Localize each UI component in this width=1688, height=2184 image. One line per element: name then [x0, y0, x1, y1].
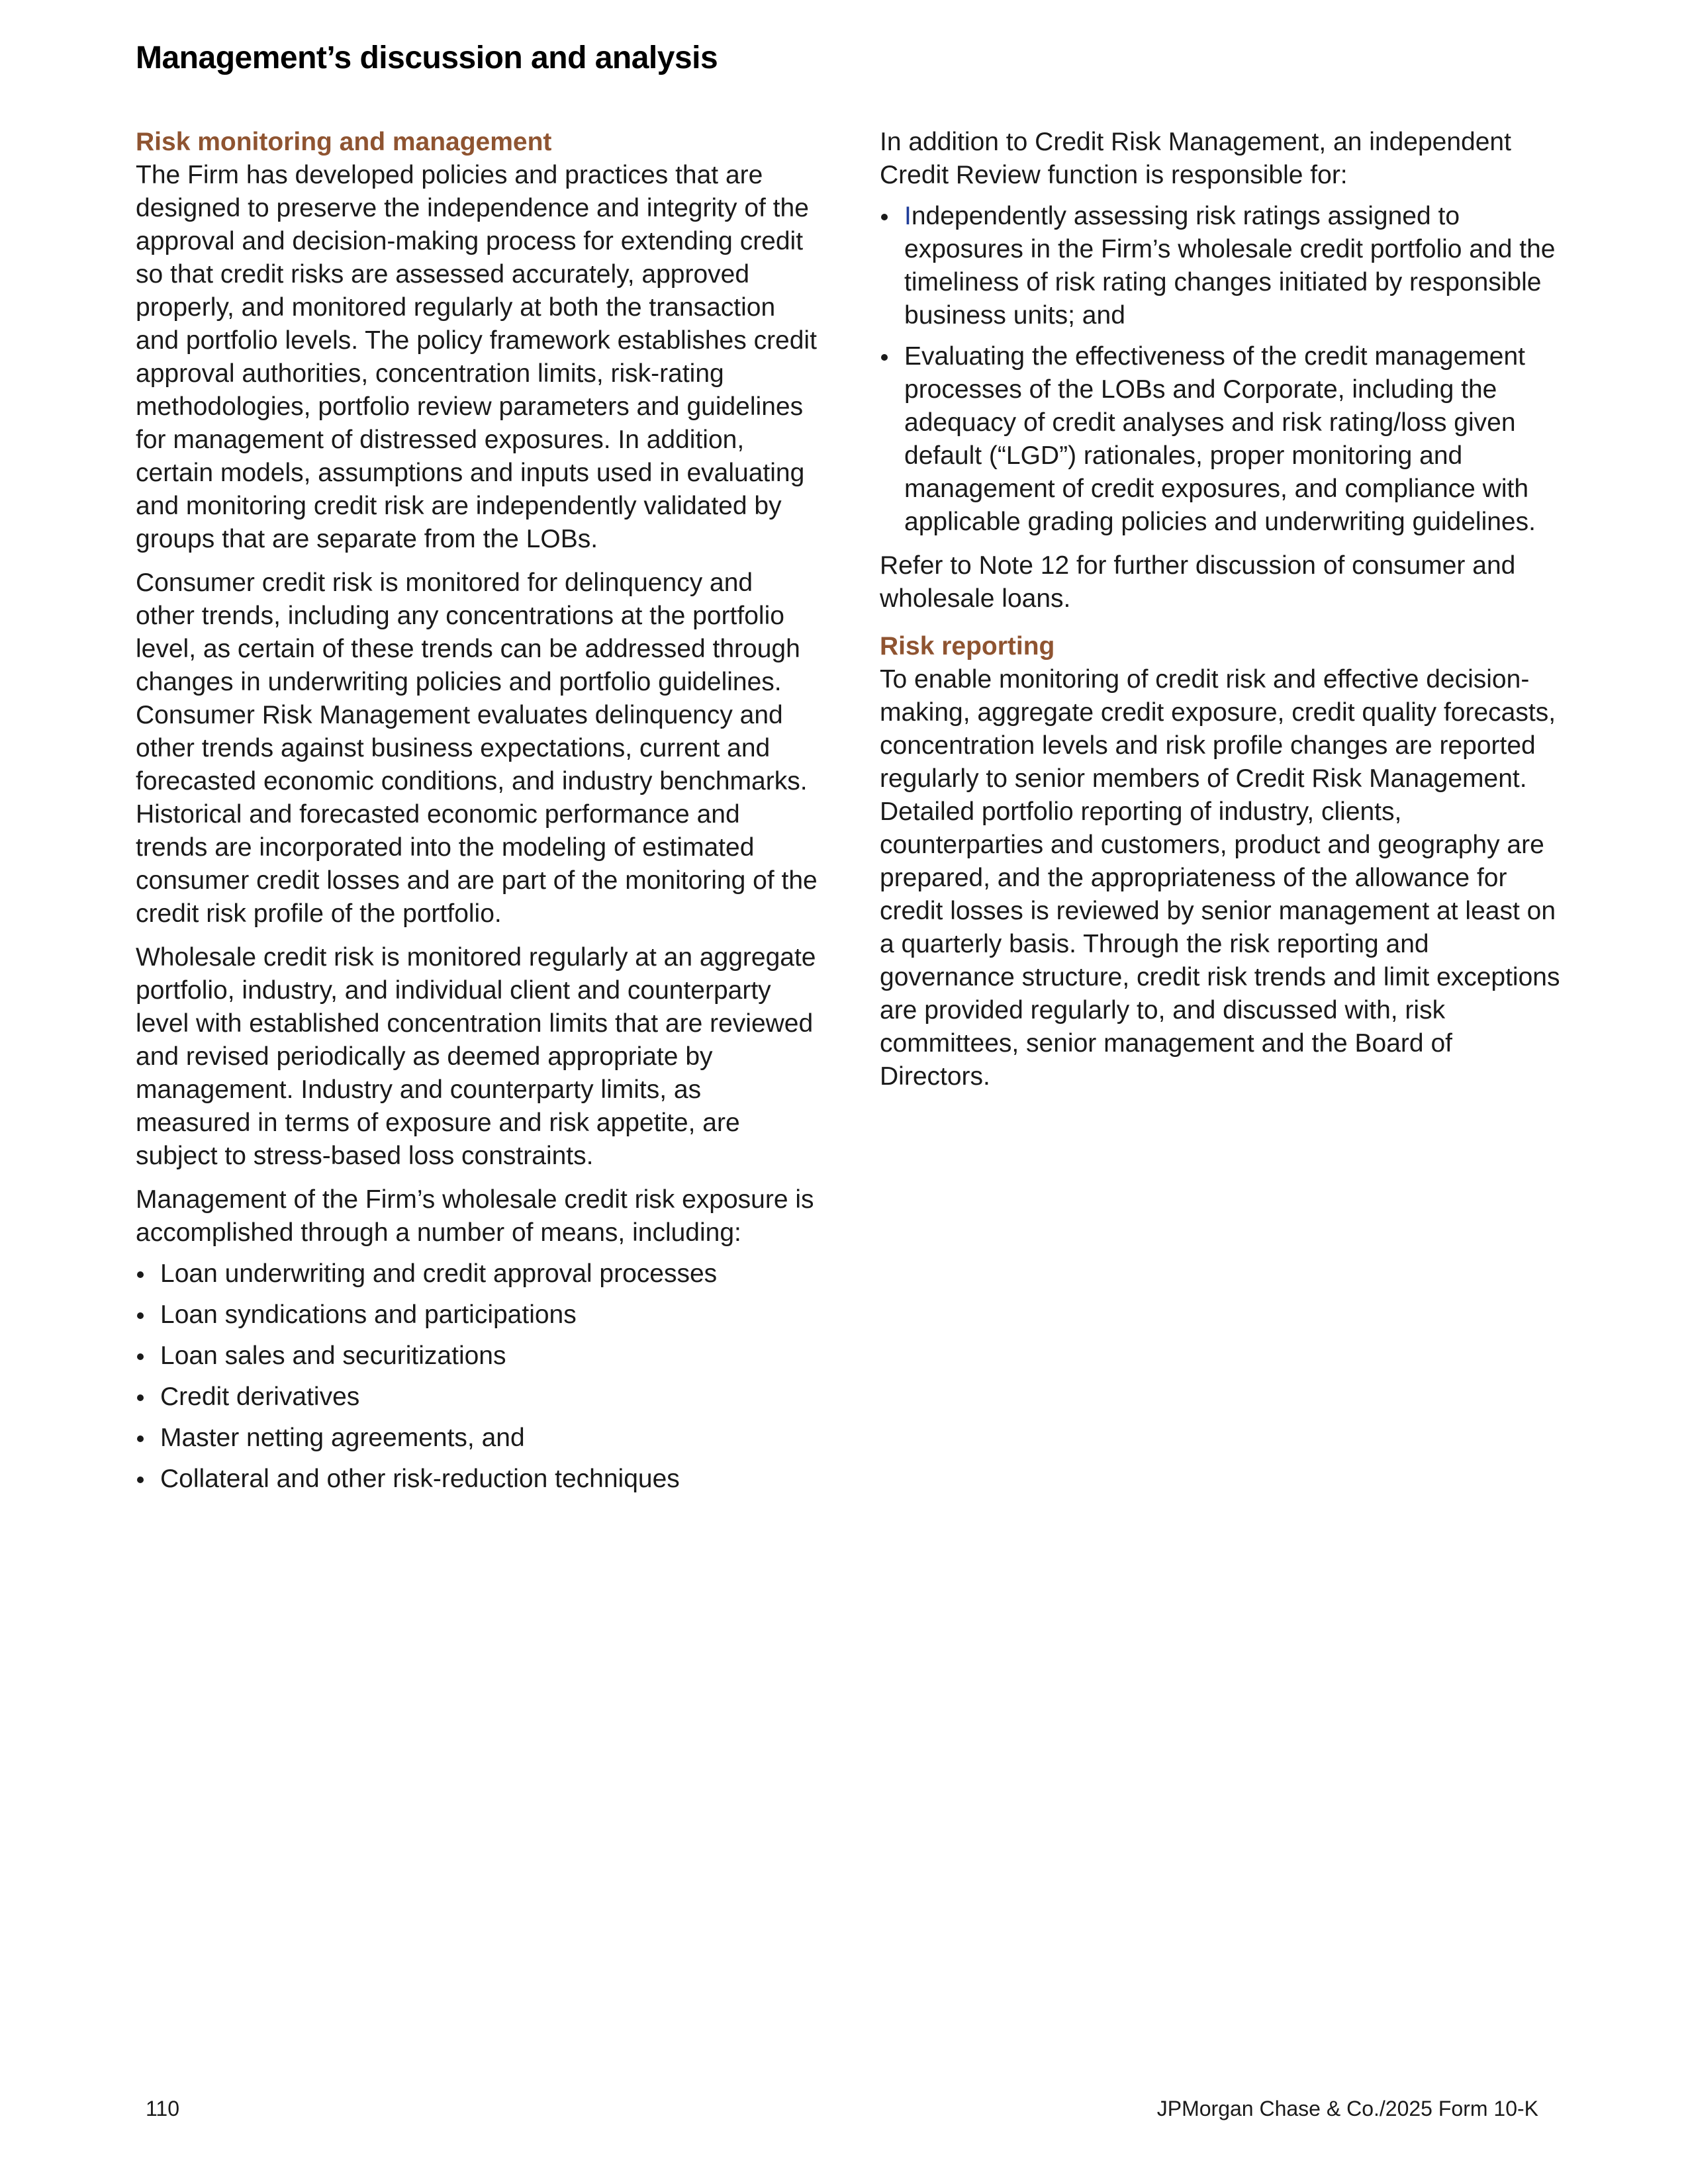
list-item: Collateral and other risk-reduction techniques	[136, 1463, 818, 1496]
list-item	[880, 200, 1562, 332]
section-title-risk-monitoring: Risk monitoring and management	[136, 128, 552, 156]
paragraph-consumer-credit-risk: Consumer credit risk is monitored for delinquency and other trends, including any concentrations at the portfolio level, as certain of these trends can be addressed through changes in underwriting policies and portfolio guidelines. Consumer Risk Management evaluates delinquency and other trends against business expectations, current and forecasted economic conditions, and industry benchmarks. Historical and forecasted economic performance and trends are incorporated into the modeling of estimated consumer credit losses and are part of the monitoring of the credit risk profile of the portfolio.	[136, 569, 818, 928]
paragraph-risk-reporting: To enable monitoring of credit risk and effective decision-making, aggregate credit exposure, credit quality forecasts, concentration levels and risk profile changes are reported regularly to senior members of Credit Risk Management. Detailed portfolio reporting of industry, clients, counterparties and customers, product and geography are prepared, and the appropriateness of the allowance for credit losses is reviewed by senior management at least on a quarterly basis. Through the risk reporting and governance structure, credit risk trends and limit exceptions are provided regularly to, and discussed with, risk committees, senior management and the Board of Directors.	[880, 665, 1560, 1091]
paragraph-credit-review-intro: In addition to Credit Risk Management, an independent Credit Review function is responsible for:	[880, 128, 1511, 189]
list-item: Credit derivatives	[136, 1381, 818, 1414]
paragraph-wholesale-credit-risk: Wholesale credit risk is monitored regularly at an aggregate portfolio, industry, and individual client and counterparty level with established concentration limits that are reviewed and revised periodically as deemed appropriate by management. Industry and counterparty limits, as measured in terms of exposure and risk appetite, are subject to stress-based loss constraints.	[136, 943, 816, 1170]
list-item: Loan sales and securitizations	[136, 1340, 818, 1373]
list-item: Loan syndications and participations	[136, 1298, 818, 1332]
first-letter: I	[904, 202, 912, 230]
list-item: Evaluating the effectiveness of the credit management processes of the LOBs and Corporate, including the adequacy of credit analyses and risk rating/loss given default (“LGD”) rationales, proper monitoring and management of credit exposures, and compliance with applicable grading policies and underwriting guidelines.	[880, 340, 1562, 539]
paragraph-policies: The Firm has developed policies and practices that are designed to preserve the independence and integrity of the approval and decision-making process for extending credit so that credit risks are assessed accurately, approved properly, and monitored regularly at both the transaction and portfolio levels. The policy framework establishes credit approval authorities, concentration limits, risk-rating methodologies, portfolio review parameters and guidelines for management of distressed exposures. In addition, certain models, assumptions and inputs used in evaluating and monitoring credit risk are independently validated by groups that are separate from the LOBs.	[136, 161, 817, 553]
list-item: Master netting agreements, and	[136, 1422, 818, 1455]
left-column	[136, 126, 818, 1506]
footer-source: JPMorgan Chase & Co./2025 Form 10-K	[1156, 2097, 1538, 2120]
page-title: Management’s discussion and analysis	[136, 40, 718, 75]
means-list	[136, 1257, 818, 1496]
right-column	[880, 126, 1562, 1104]
page-number: 110	[146, 2097, 180, 2120]
credit-review-list	[880, 200, 1562, 539]
list-item: Loan underwriting and credit approval processes	[136, 1257, 818, 1291]
paragraph-wholesale-management: Management of the Firm’s wholesale credit risk exposure is accomplished through a number of means, including:	[136, 1185, 814, 1247]
list-item-text: ndependently assessing risk ratings assigned to exposures in the Firm’s wholesale credit portfolio and the timeliness of risk rating changes initiated by responsible business units; and	[904, 202, 1556, 330]
note-reference: Refer to Note 12 for further discussion of consumer and wholesale loans.	[880, 551, 1516, 613]
section-title-risk-reporting: Risk reporting	[880, 632, 1055, 660]
